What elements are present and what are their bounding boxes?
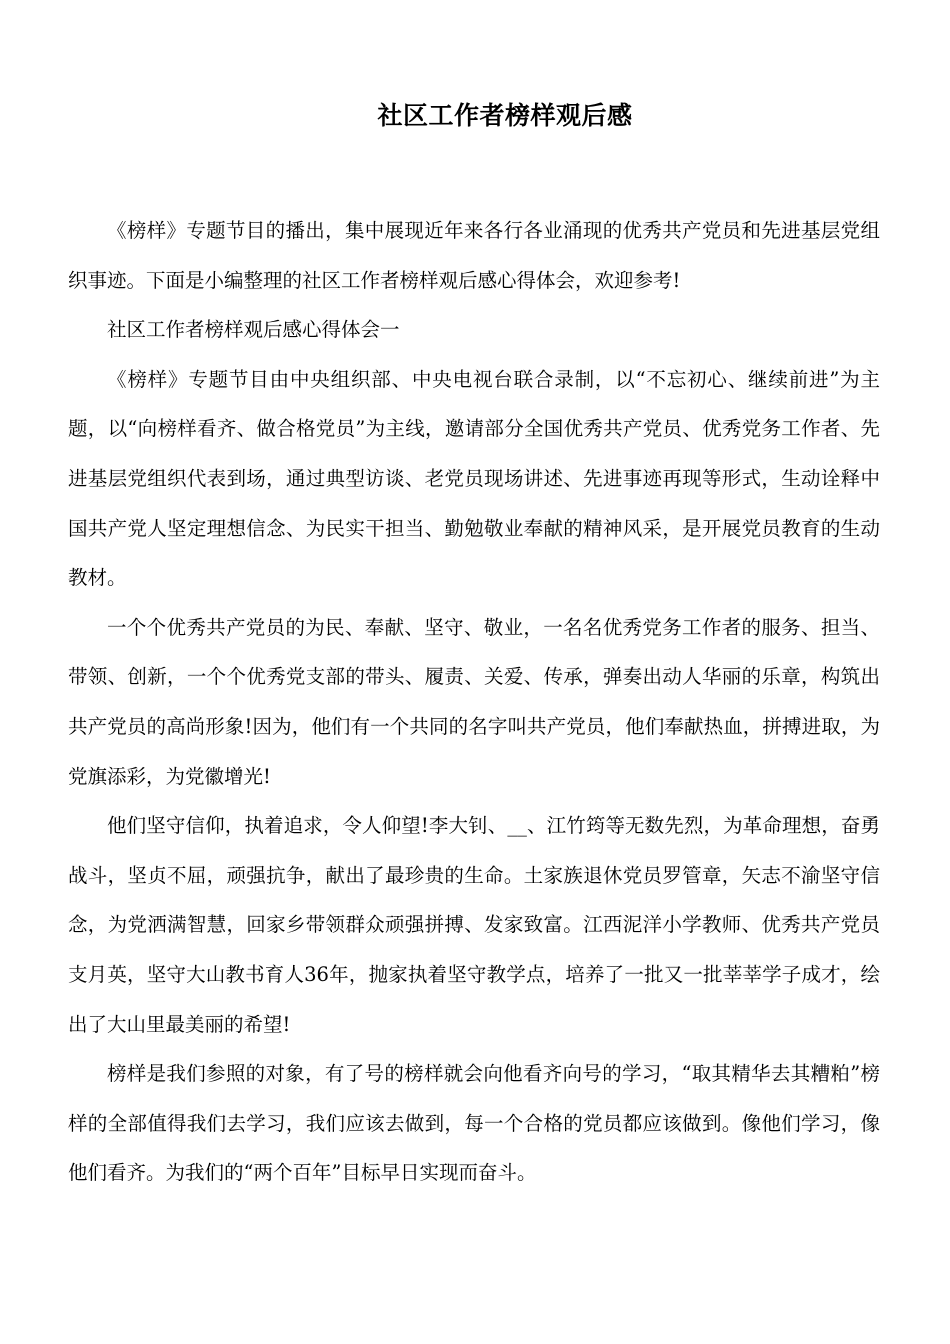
paragraph-intro: 《榜样》专题节目的播出，集中展现近年来各行各业涌现的优秀共产党员和先进基层党组织事迹。下面是小编整理的社区工作者榜样观后感心得体会，欢迎参考!: [68, 219, 880, 292]
paragraph: 榜样是我们参照的对象，有了号的榜样就会向他看齐向号的学习，“取其精华去其糟粕”榜样的全部值得我们去学习，我们应该去做到，每一个合格的党员都应该做到。像他们学习，像他们看齐。为我们的“两个百年”目标早日实现而奋斗。: [68, 1062, 880, 1185]
paragraph: 他们坚守信仰，执着追求，令人仰望!李大钊、__、江竹筠等无数先烈，为革命理想，奋勇战斗，坚贞不屈，顽强抗争，献出了最珍贵的生命。土家族退休党员罗管章，矢志不渝坚守信念，为党洒满智慧，回家乡带领群众顽强拼搏、发家致富。江西泥洋小学教师、优秀共产党员支月英，坚守大山教书育人36年，抛家执着坚守教学点，培养了一批又一批莘莘学子成才，绘出了大山里最美丽的希望!: [68, 814, 880, 1036]
paragraph: 一个个优秀共产党员的为民、奉献、坚守、敬业，一名名优秀党务工作者的服务、担当、带领、创新，一个个优秀党支部的带头、履责、关爱、传承，弹奏出动人华丽的乐章，构筑出共产党员的高尚形象!因为，他们有一个共同的名字叫共产党员，他们奉献热血，拼搏进取，为党旗添彩，为党徽增光!: [68, 615, 880, 788]
document-title: 社区工作者榜样观后感: [377, 101, 633, 130]
paragraph: 《榜样》专题节目由中央组织部、中央电视台联合录制，以“不忘初心、继续前进”为主题，以“向榜样看齐、做合格党员”为主线，邀请部分全国优秀共产党员、优秀党务工作者、先进基层党组织代表到场，通过典型访谈、老党员现场讲述、先进事迹再现等形式，生动诠释中国共产党人坚定理想信念、为民实干担当、勤勉敬业奉献的精神风采，是开展党员教育的生动教材。: [68, 367, 880, 590]
document-body: [68, 206, 880, 1198]
section-heading: 社区工作者榜样观后感心得体会一: [107, 318, 400, 342]
